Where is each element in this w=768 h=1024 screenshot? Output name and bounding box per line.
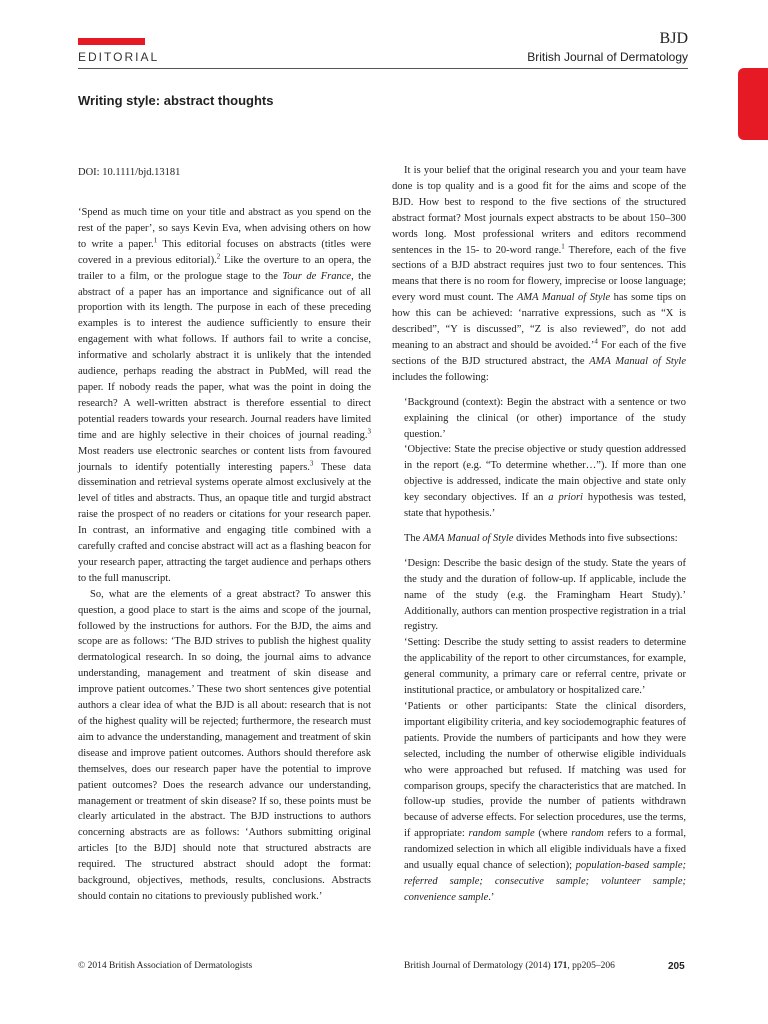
paragraph-elements: So, what are the elements of a great abstract? To answer this question, a good place to start is the aims and scope of the journal, followed by the instructions for authors. For the BJD, the aims and scope are as follows: ‘The BJD strives to publish the highest quality dermatological research. In so doing, the journal aims to advance understanding, management and treatment of skin disease and improve patient outcomes.’ These two short sentences give potential authors a clear idea of what the BJD is all about: research that is not of the highest quality will be rejected; furthermore, the research must aim to advance the understanding, management and treatment of skin disease and improve patient outcomes. Authors should therefore ask themselves, does our research paper have the potential to improve patient outcomes? Does the research advance our understanding, management or treatment of skin disease? If so, these points must be clearly articulated in the abstract. The BJD instructions to authors concerning abstracts are as follows: ‘Authors submitting original articles [to the BJD] should note that structured abstracts are required. The structured abstract should adopt the format: background, objectives, methods, results, conclusions. Abstracts should contain no citations to previously published work.’ [78,588,372,902]
right-column [392,163,686,906]
paragraph-methods: The AMA Manual of Style divides Methods into five subsections: [404,532,678,544]
quote-setting: ‘Setting: Describe the study setting to assist readers to determine the applicability of the report to other circumstances, for example, general community, a primary care or referral centre, private or institutional practice, or ambulatory or hospitalized care.’ [404,637,686,697]
footer-citation: British Journal of Dermatology (2014) 171, pp205–206 [404,961,615,971]
journal-name: British Journal of Dermatology [527,50,688,64]
quote-objective: ‘Objective: State the precise objective or study question addressed in the report (e.g. “To determine whether…”). If more than one objective is addressed, indicate the main objective and state only key secondary objectives. If an a priori hypothesis was tested, state that hypothesis.’ [404,444,686,520]
quote-design: ‘Design: Describe the basic design of the study. State the years of the study and the duration of follow-up. If applicable, include the name of the study (e.g. the Framingham Heart Study).’ Additionally, authors can mention prospective registration in a trial registry. [404,557,686,633]
section-label: EDITORIAL [78,50,160,64]
side-tab-marker [738,68,768,140]
article-doi: DOI: 10.1111/bjd.13181 [78,167,181,178]
header-red-rule [78,38,145,45]
page-number: 205 [668,961,685,972]
journal-abbreviation: BJD [659,30,688,47]
header-rule [78,68,688,69]
paragraph-belief: It is your belief that the original research you and your team have done is top quality and is a good fit for the aims and scope of the BJD. How best to respond to the five sections of the structured abstract format? Most journals expect abstracts to be about 150–300 words long. Most professional writers and editors recommend sentences in the 15- to 20-word range.$^1$ Therefore, each of the five sections of a BJD abstract requires just two to four sentences. This means that there is no room for flowery, imprecise or loose language; every word must count. The AMA Manual of Style has some tips on how this can be achieved: ‘narrative expressions, such as “X is described”, “Y is discussed”, “Z is also reviewed”, do not add meaning to an abstract and should be avoided.’$^4$ For each of the five sections of the BJD structured abstract, the AMA Manual of Style includes the following: [392,165,686,383]
left-column [78,205,371,905]
quote-participants: ‘Patients or other participants: State the clinical disorders, important eligibility criteria, and key sociodemographic features of patients. Provide the numbers of participants and how they were selected, including the number of otherwise eligible individuals who were approached but refused. If matching was used for comparison groups, specify the characteristics that are matched. In follow-up studies, provide the number of patients withdrawn because of adverse effects. For selection procedures, use the terms, if appropriate: random sample (where random refers to a formal, randomized selection in which all eligible individuals have a fixed and usually equal chance of selection); population-based sample; referred sample; consecutive sample; volunteer sample; convenience sample.’ [404,701,687,903]
quote-background: ‘Background (context): Begin the abstract with a sentence or two explaining the clinical (or other) importance of the study question.’ [404,396,686,440]
footer-copyright: © 2014 British Association of Dermatologists [78,961,253,971]
paragraph-intro: ‘Spend as much time on your title and abstract as you spend on the rest of the paper’, so says Kevin Eva, when advising others on how to write a paper.$^1$ This editorial focuses on abstracts (titles were covered in a previous editorial).$^2$ Like the overture to an opera, the trailer to a film, or the prologue stage to the Tour de France, the abstract of a paper has an importance and significance out of all proportion with its length. The purpose in each of these preceding examples is to interest the audience sufficiently to ensure their engagement with what follows. If authors fail to write a concise, informative and scholarly abstract it is unlikely that the intended audience, perhaps reading the abstract in PubMed, will read the paper. If nobody reads the paper, what was the point in doing the research? A well-written abstract is therefore essential to direct potential readers towards your research. Journal readers have limited time and are highly selective in their choices of journal reading.$^3$ Most readers use electronic searches or content lists from favoured journals to identify potentially interesting papers.$^3$ These data dissemination and retrieval systems operate almost exclusively at the level of titles and abstracts. Thus, an opaque title and turgid abstract raise the prospect of no readers or citations for your research paper. In contrast, an informative and engaging title combined with a carefully crafted and concise abstract will act as a flashing beacon for your research paper, attracting the target audience and perhaps others to the full manuscript. [78,207,372,584]
article-title: Writing style: abstract thoughts [78,93,274,108]
